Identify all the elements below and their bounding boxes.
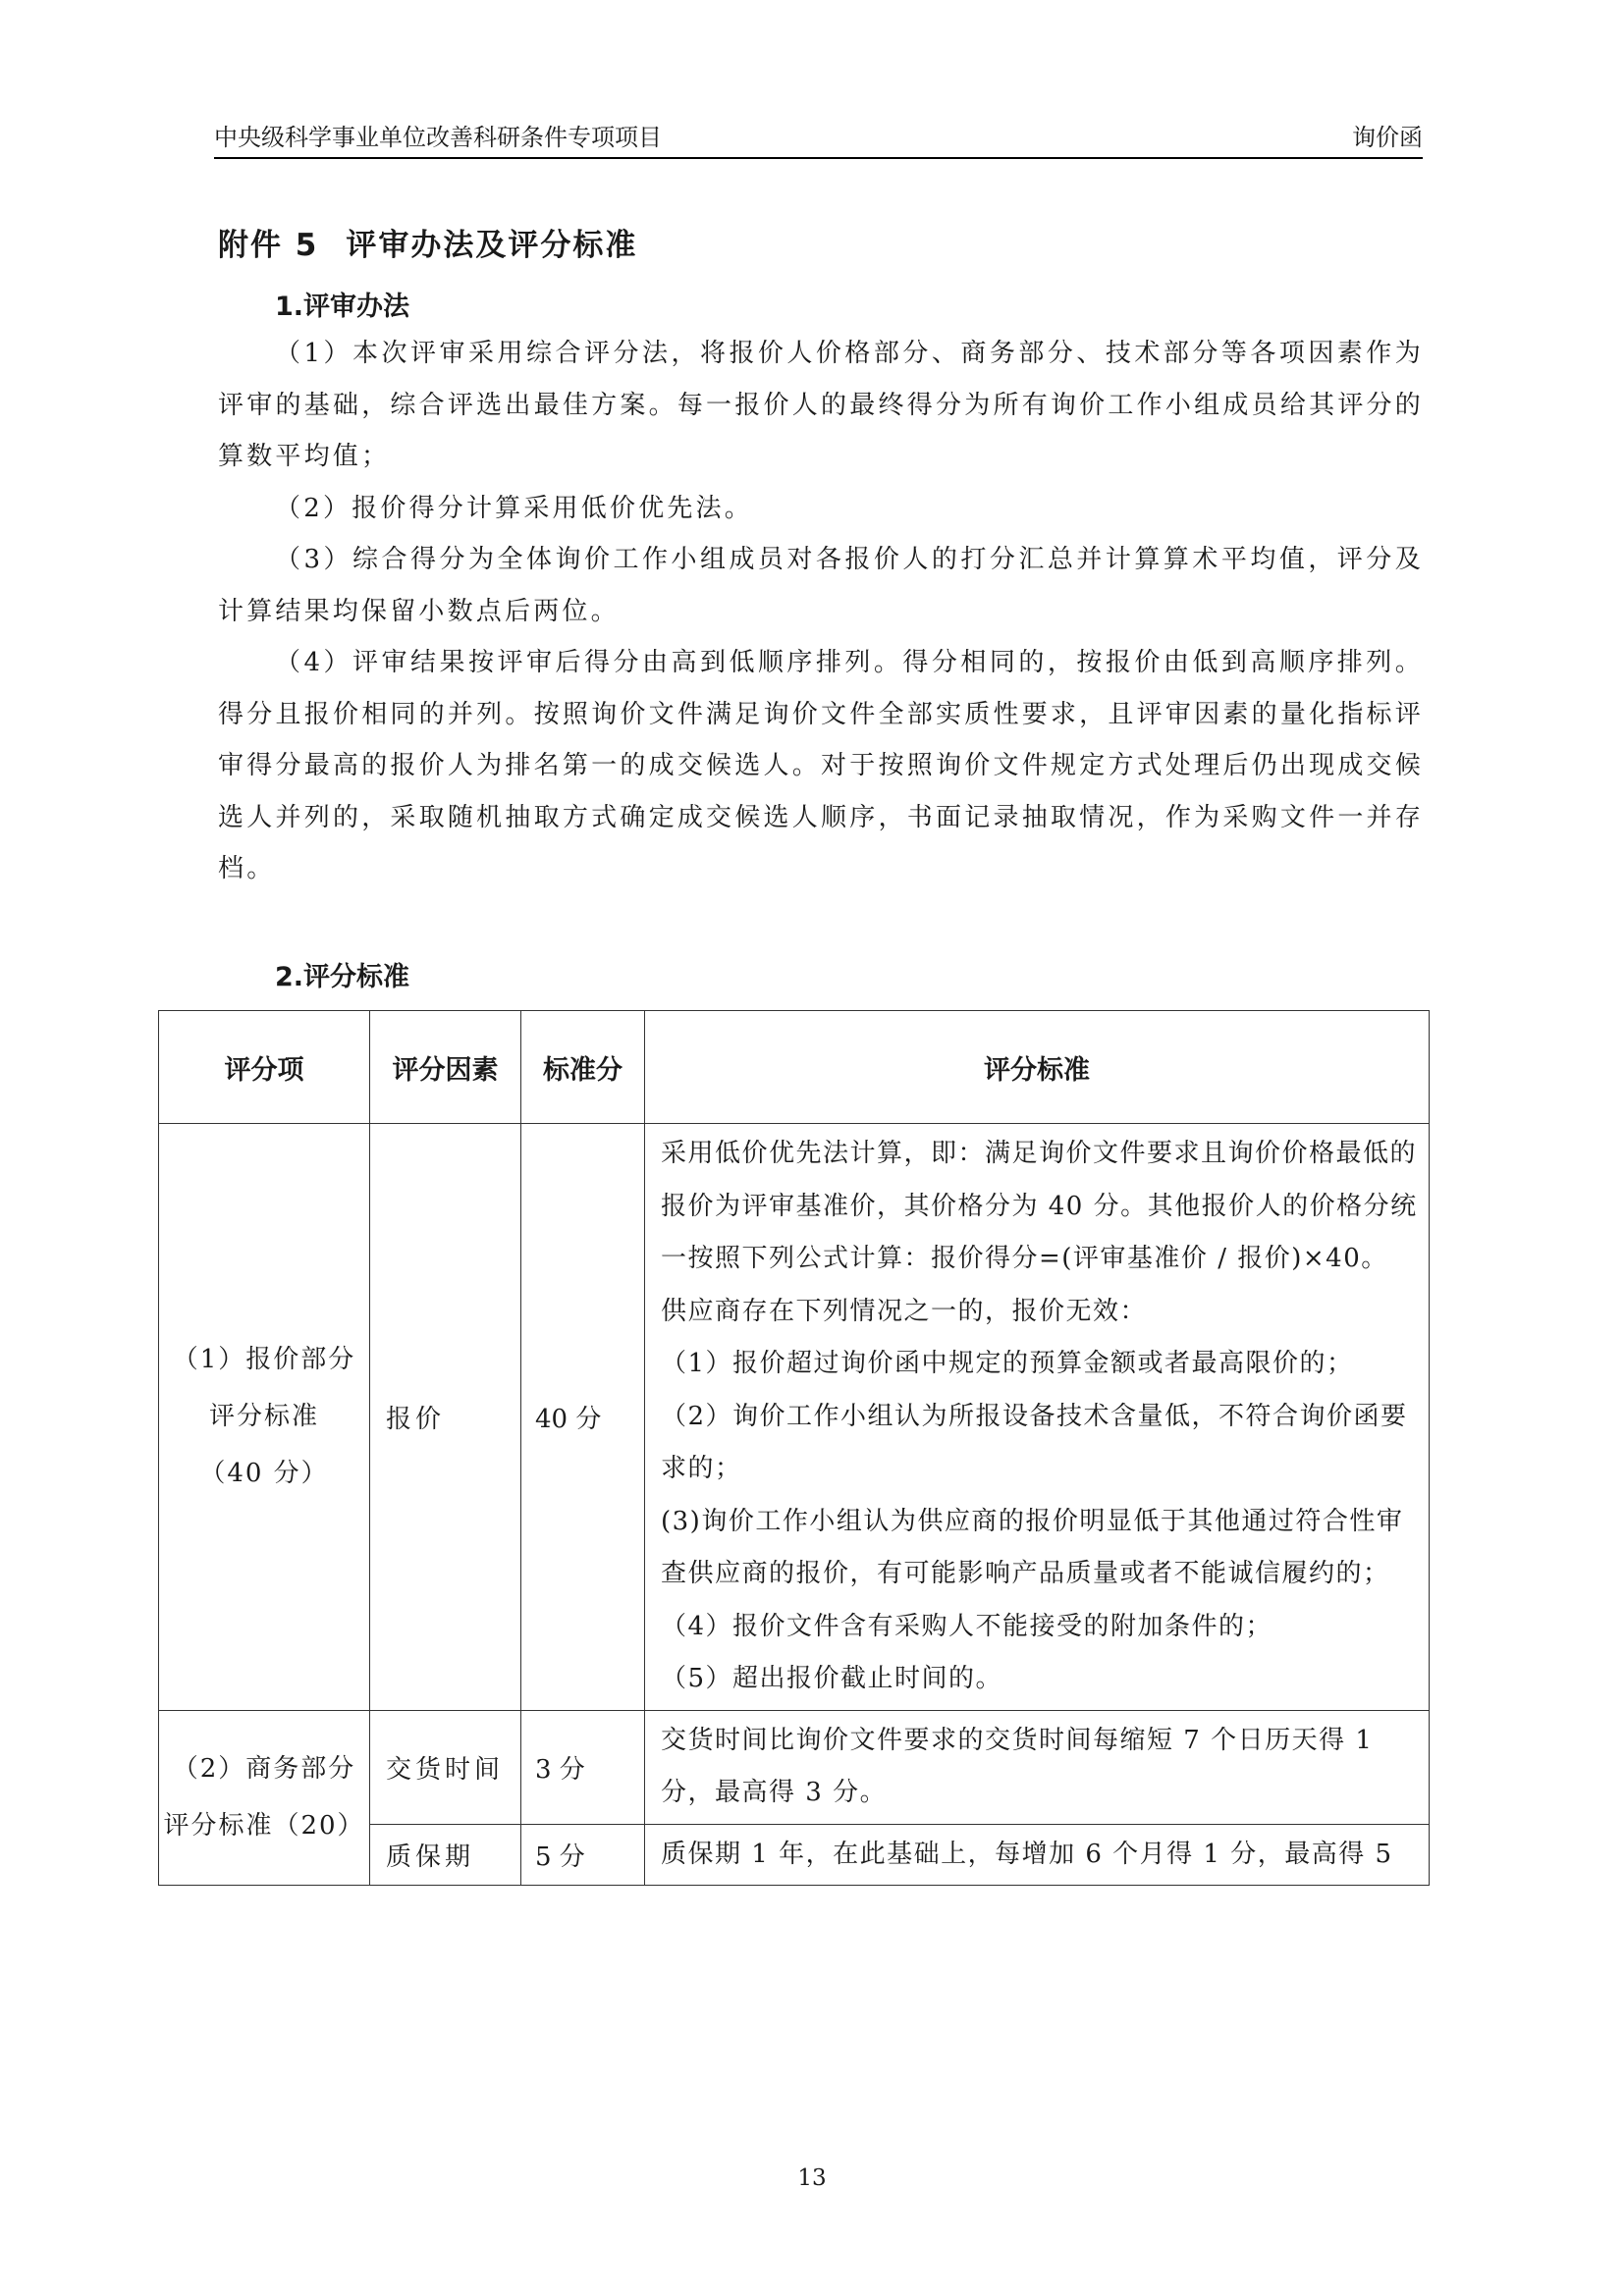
page-header xyxy=(214,116,1423,159)
page-number: 13 xyxy=(797,2165,827,2191)
warranty-factor-cell: 质保期 xyxy=(370,1824,521,1886)
paragraph: （3）综合得分为全体询价工作小组成员对各报价人的打分汇总并计算算术平均值，评分及计算结果均保留小数点后两位。 xyxy=(218,545,1424,626)
item-line: 评分标准（20） xyxy=(163,1811,365,1842)
item-line: （2）商务部分 xyxy=(172,1754,356,1785)
section1-body xyxy=(218,328,1424,895)
header-standard-score: 标准分 xyxy=(521,1011,645,1124)
section1-heading: 1.评审办法 xyxy=(275,292,410,322)
delivery-time-score-cell: 3 分 xyxy=(521,1710,645,1824)
header-scoring-item: 评分项 xyxy=(159,1011,370,1124)
price-section-cell xyxy=(159,1124,370,1711)
criteria-line: （2）询价工作小组认为所报设备技术含量低，不符合询价函要求的； xyxy=(661,1401,1408,1483)
criteria-line: 供应商存在下列情况之一的，报价无效： xyxy=(661,1296,1148,1326)
criteria-line: （5）超出报价截止时间的。 xyxy=(661,1664,1003,1693)
annex-title xyxy=(218,220,637,264)
price-criteria-cell xyxy=(645,1124,1430,1711)
criteria-line: (3)询价工作小组认为供应商的报价明显低于其他通过符合性审查供应商的报价，有可能影响产品质量或者不能诚信履约的； xyxy=(661,1506,1404,1588)
header-scoring-criteria: 评分标准 xyxy=(645,1011,1430,1124)
criteria-line: （1）报价超过询价函中规定的预算金额或者最高限价的； xyxy=(661,1349,1354,1378)
annex-number: 附件 5 xyxy=(218,228,319,263)
paragraph: （4）评审结果按评审后得分由高到低顺序排列。得分相同的，按报价由低到高顺序排列。得分且报价相同的并列。按照询价文件满足询价文件全部实质性要求，且评审因素的量化指标评审得分最高的报价人为排名第一的成交候选人。对于按照询价文件规定方式处理后仍出现成交候选人并列的，采取随机抽取方式确定成交候选人顺序，书面记录抽取情况，作为采购文件一并存档。 xyxy=(218,648,1424,883)
table-row xyxy=(159,1124,1430,1711)
section2-heading: 2.评分标准 xyxy=(275,962,410,992)
header-scoring-factor: 评分因素 xyxy=(370,1011,521,1124)
table-header-row xyxy=(159,1011,1430,1124)
delivery-time-factor-cell: 交货时间 xyxy=(370,1710,521,1824)
item-line: （40 分） xyxy=(199,1459,329,1489)
criteria-line: （4）报价文件含有采购人不能接受的附加条件的； xyxy=(661,1611,1273,1641)
warranty-criteria-cell: 质保期 1 年，在此基础上，每增加 6 个月得 1 分，最高得 5 xyxy=(645,1824,1430,1886)
scoring-table xyxy=(158,1010,1430,1886)
item-line: 评分标准 xyxy=(208,1402,319,1432)
paragraph: （1）本次评审采用综合评分法，将报价人价格部分、商务部分、技术部分等各项因素作为评审的基础，综合评选出最佳方案。每一报价人的最终得分为所有询价工作小组成员给其评分的算数平均值； xyxy=(218,339,1424,471)
delivery-time-criteria-cell: 交货时间比询价文件要求的交货时间每缩短 7 个日历天得 1 分，最高得 3 分。 xyxy=(645,1710,1430,1824)
item-line: （1）报价部分 xyxy=(172,1345,356,1375)
table-row xyxy=(159,1710,1430,1824)
price-score-cell: 40 分 xyxy=(521,1124,645,1711)
header-project-name: 中央级科学事业单位改善科研条件专项项目 xyxy=(214,123,662,151)
header-doc-type: 询价函 xyxy=(1352,123,1423,151)
paragraph: （2）报价得分计算采用低价优先法。 xyxy=(275,493,753,523)
warranty-score-cell: 5 分 xyxy=(521,1824,645,1886)
criteria-line: 采用低价优先法计算，即：满足询价文件要求且询价价格最低的报价为评审基准价，其价格分为 40 分。其他报价人的价格分统一按照下列公式计算：报价得分=(评审基准价 / 报价)×40。 xyxy=(661,1139,1418,1273)
price-factor-cell: 报价 xyxy=(370,1124,521,1711)
business-section-cell xyxy=(159,1710,370,1886)
annex-title-text: 评审办法及评分标准 xyxy=(346,228,638,263)
